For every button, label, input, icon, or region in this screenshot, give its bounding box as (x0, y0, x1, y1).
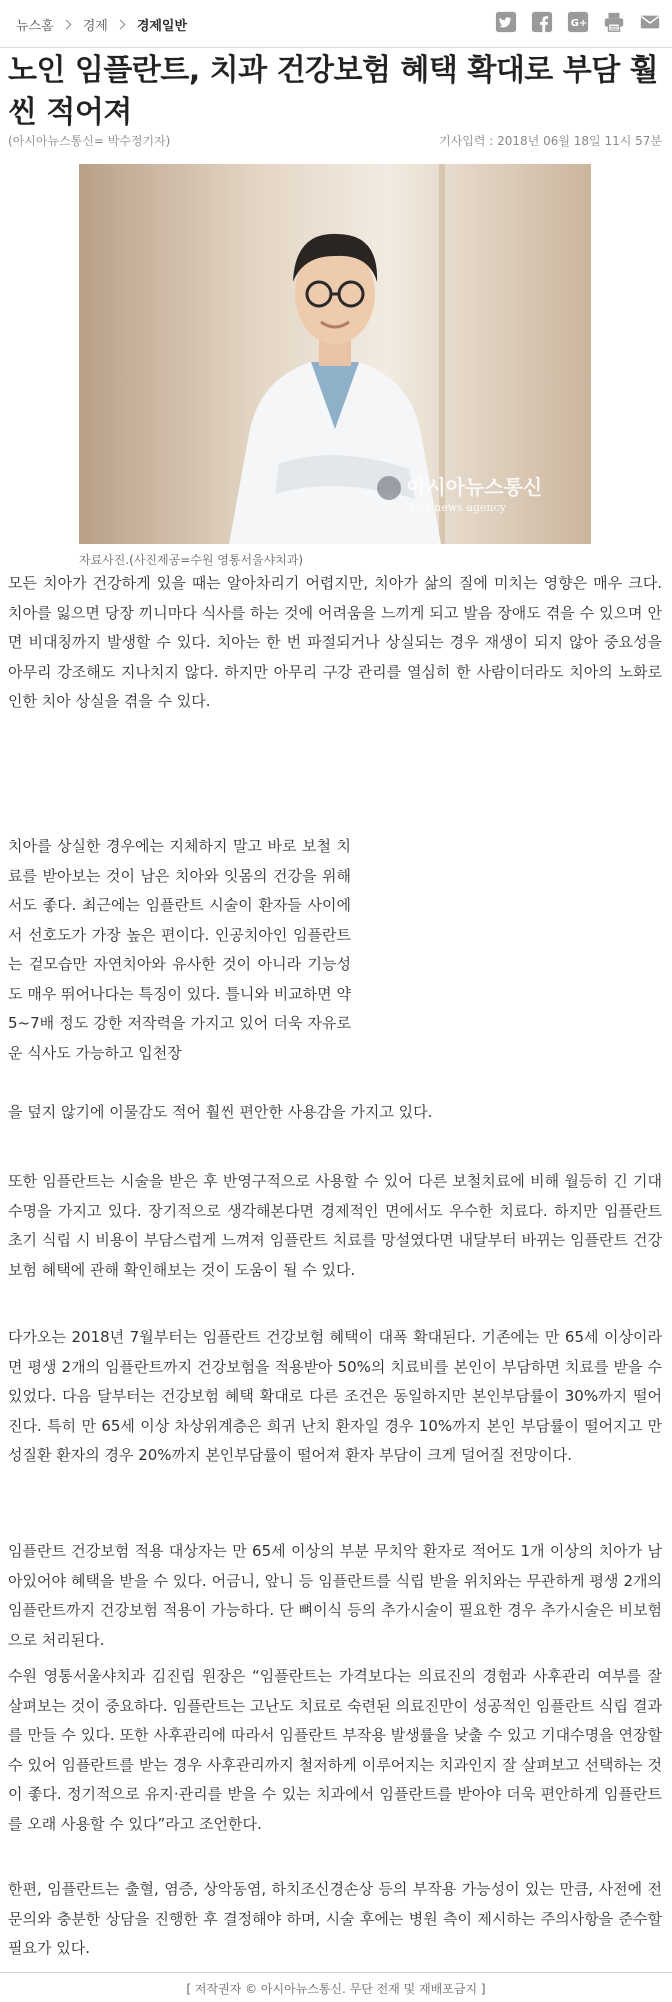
breadcrumb-news-home[interactable]: 뉴스홈 (16, 19, 54, 34)
breadcrumb (16, 15, 187, 34)
breadcrumb-economy[interactable]: 경제 (82, 19, 108, 34)
photo-caption: 자료사진.(사진제공=수원 영통서울샤치과) (79, 553, 304, 567)
copyright-notice: [ 저작권자 © 아시아뉴스통신. 무단 전재 및 재배포금지 ] (186, 1982, 486, 1996)
article-paragraph-2-end: 을 덮지 않기에 이물감도 적어 훨씬 편안한 사용감을 가지고 있다. (8, 1103, 433, 1121)
article-paragraph-4: 다가오는 2018년 7월부터는 임플란트 건강보험 혜택이 대폭 확대된다. 기존에는 만 65세 이상이라면 평생 2개의 임플란트까지 건강보험을 적용받아 50%의 치료비를 본인이 부담하면 치료를 받을 수 있었다. 다음 달부터는 건강보험 혜택 확대로 다른 조건은 동일하지만 본인부담률이 30%까지 떨어진다. 특히 만 65세 이상 차상위계층은 희귀 난치 환자일 경우 10%까지 본인 부담률이 떨어지고 만성질환 환자의 경우 20%까지 본인부담률이 떨어져 환자 부담이 크게 덜어질 전망이다. (8, 1328, 662, 1464)
top-navigation-bar (0, 0, 672, 48)
article-paragraph-1: 모든 치아가 건강하게 있을 때는 알아차리기 어렵지만, 치아가 삶의 질에 미치는 영향은 매우 크다. 치아를 잃으면 당장 끼니마다 식사를 하는 것에 어려움을 느끼게 되고 발음 장애도 겪을 수 있으며 안면 비대칭까지 발생할 수 있다. 치아는 한 번 파절되거나 상실되는 경우 재생이 되지 않아 중요성을 아무리 강조해도 지나치지 않다. 하지만 아무리 구강 관리를 열심히 한 사람이더라도 치아의 노화로 인한 치아 상실을 겪을 수 있다. (8, 574, 662, 710)
chevron-right-icon (61, 20, 71, 30)
article-date: 기사입력 : 2018년 06월 18일 11시 57분 (439, 134, 662, 148)
article-paragraph-3: 또한 임플란트는 시술을 받은 후 반영구적으로 사용할 수 있어 다른 보철치료에 비해 월등히 긴 기대수명을 가지고 있다. 장기적으로 생각해본다면 경제적인 면에서도 우수한 치료다. 하지만 임플란트 초기 식립 시 비용이 부담스럽게 느껴져 임플란트 치료를 망설였다면 내달부터 바뀌는 임플란트 건강보험 혜택에 관해 확인해보는 것이 도움이 될 수 있다. (8, 1172, 662, 1279)
photo-watermark-sub: Asia news agency (407, 501, 506, 514)
google-plus-icon[interactable] (566, 10, 590, 34)
share-toolbar (482, 10, 662, 34)
print-icon[interactable] (602, 10, 626, 34)
breadcrumb-economy-general[interactable]: 경제일반 (136, 19, 188, 34)
facebook-icon[interactable] (530, 10, 554, 34)
article-paragraph-5: 임플란트 건강보험 적용 대상자는 만 65세 이상의 부분 무치악 환자로 적어도 1개 이상의 치아가 남아있어야 혜택을 받을 수 있다. 어금니, 앞니 등 임플란트를 식립 받을 위치와는 무관하게 평생 2개의 임플란트까지 건강보험 적용이 가능하다. 단 뼈이식 등의 추가시술이 필요한 경우 추가시술은 비보험으로 처리된다. (8, 1542, 662, 1649)
article-photo (79, 164, 591, 544)
twitter-icon[interactable] (494, 10, 518, 34)
article-source: (아시아뉴스통신= 박수정기자) (8, 134, 171, 148)
svg-text:G+: G+ (570, 18, 588, 30)
article-paragraph-7: 한편, 임플란트는 출혈, 염증, 상악동염, 하치조신경손상 등의 부작용 가능성이 있는 만큼, 사전에 전문의와 충분한 상담을 진행한 후 결정해야 하며, 시술 후에는 병원 측이 제시하는 주의사항을 준수할 필요가 있다. (8, 1880, 662, 1957)
email-icon[interactable] (638, 10, 662, 34)
article-paragraph-2: 치아를 상실한 경우에는 지체하지 말고 바로 보철 치료를 받아보는 것이 남은 치아와 잇몸의 건강을 위해서도 좋다. 최근에는 임플란트 시술이 환자들 사이에서 선호도가 가장 높은 편이다. 인공치아인 임플란트는 겉모습만 자연치아와 유사한 것이 아니라 기능성도 매우 뛰어나다는 특징이 있다. 틀니와 비교하면 약 5~7배 정도 강한 저작력을 가지고 있어 더욱 자유로운 식사도 가능하고 입천장 (8, 837, 351, 1062)
chevron-right-icon (115, 20, 125, 30)
article-paragraph-6: 수원 영통서울샤치과 김진립 원장은 “임플란트는 가격보다는 의료진의 경험과 사후관리 여부를 잘 살펴보는 것이 중요하다. 임플란트는 고난도 치료로 숙련된 의료진만이 성공적인 임플란트 식립 결과를 만들 수 있다. 또한 사후관리에 따라서 임플란트 부작용 발생률을 낮출 수 있고 기대수명을 연장할 수 있어 임플란트를 받는 경우 사후관리까지 철저하게 이루어지는 치과인지 잘 살펴보고 선택하는 것이 좋다. 정기적으로 유지·관리를 받을 수 있는 치과에서 임플란트를 받아야 더욱 편안하게 임플란트를 오래 사용할 수 있다”라고 조언한다. (8, 1667, 662, 1833)
photo-watermark: 아시아뉴스통신 (407, 475, 543, 499)
article-title: 노인 임플란트, 치과 건강보험 혜택 확대로 부담 훨씬 적어져 (8, 53, 659, 130)
footer-divider (0, 1972, 672, 1973)
